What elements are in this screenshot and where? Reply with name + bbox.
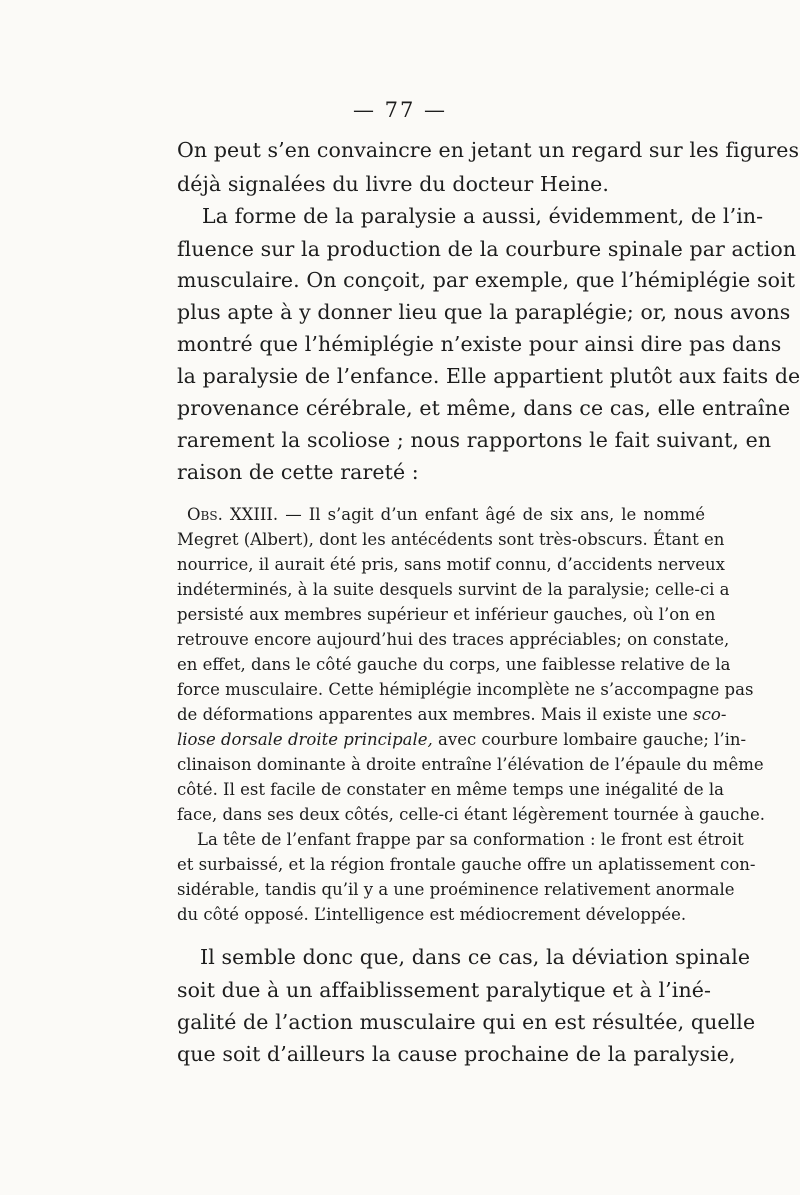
text-line: On peut s’en convaincre en jetant un regard sur les figures bbox=[177, 138, 800, 162]
text-line: provenance cérébrale, et même, dans ce cas, elle entraîne bbox=[177, 396, 791, 420]
page-number: — 77 — bbox=[352, 98, 448, 122]
italic-term: sco- bbox=[693, 705, 727, 724]
text-line: déjà signalées du livre du docteur Heine. bbox=[177, 172, 610, 196]
text-line: sidérable, tandis qu’il y a une proéminence relativement anormale bbox=[177, 880, 735, 899]
observation-label: Obs. XXIII. bbox=[187, 505, 279, 524]
text-line: et surbaissé, et la région frontale gauche offre un aplatissement con- bbox=[177, 855, 756, 874]
text-line: persisté aux membres supérieur et inférieur gauches, où l’on en bbox=[177, 605, 716, 624]
text-line: plus apte à y donner lieu que la paraplégie; or, nous avons bbox=[177, 300, 791, 324]
text-line: la paralysie de l’enfance. Elle appartient plutôt aux faits de bbox=[177, 364, 800, 388]
text-line: galité de l’action musculaire qui en est résultée, quelle bbox=[177, 1010, 756, 1034]
text-line: Il semble donc que, dans ce cas, la déviation spinale bbox=[200, 945, 751, 969]
text-line: du côté opposé. L’intelligence est médiocrement développée. bbox=[177, 905, 687, 924]
text-line: nourrice, il aurait été pris, sans motif connu, d’accidents nerveux bbox=[177, 555, 725, 574]
observation-first-line bbox=[187, 505, 705, 524]
text-line: Megret (Albert), dont les antécédents sont très-obscurs. Étant en bbox=[177, 530, 725, 549]
text-span: — Il s’agit d’un enfant âgé de six ans, le nommé bbox=[278, 505, 705, 524]
text-line-with-italic bbox=[177, 705, 727, 724]
text-line: musculaire. On conçoit, par exemple, que l’hémiplégie soit bbox=[177, 268, 796, 292]
text-line-with-italic bbox=[177, 730, 747, 749]
text-span: de déformations apparentes aux membres. Mais il existe une bbox=[177, 705, 688, 724]
text-line: que soit d’ailleurs la cause prochaine de la paralysie, bbox=[177, 1042, 736, 1066]
text-line: côté. Il est facile de constater en même temps une inégalité de la bbox=[177, 780, 725, 799]
text-line: rarement la scoliose ; nous rapportons le fait suivant, en bbox=[177, 428, 772, 452]
text-line: fluence sur la production de la courbure spinale par action bbox=[177, 237, 797, 261]
text-line: en effet, dans le côté gauche du corps, une faiblesse relative de la bbox=[177, 655, 731, 674]
text-line: montré que l’hémiplégie n’existe pour ainsi dire pas dans bbox=[177, 332, 782, 356]
text-line: raison de cette rareté : bbox=[177, 460, 419, 484]
text-line: force musculaire. Cette hémiplégie incomplète ne s’accompagne pas bbox=[177, 680, 754, 699]
text-line: face, dans ses deux côtés, celle-ci étant légèrement tournée à gauche. bbox=[177, 805, 765, 824]
text-line: soit due à un affaiblissement paralytique et à l’iné- bbox=[177, 978, 712, 1002]
text-line: La forme de la paralysie a aussi, évidemment, de l’in- bbox=[202, 204, 764, 228]
text-line: clinaison dominante à droite entraîne l’élévation de l’épaule du même bbox=[177, 755, 764, 774]
text-line: La tête de l’enfant frappe par sa conformation : le front est étroit bbox=[197, 830, 744, 849]
text-span: avec courbure lombaire gauche; l’in- bbox=[432, 730, 747, 749]
text-line: indéterminés, à la suite desquels survint de la paralysie; celle-ci a bbox=[177, 580, 730, 599]
text-line: retrouve encore aujourd’hui des traces appréciables; on constate, bbox=[177, 630, 730, 649]
italic-term: liose dorsale droite principale, bbox=[177, 730, 433, 749]
